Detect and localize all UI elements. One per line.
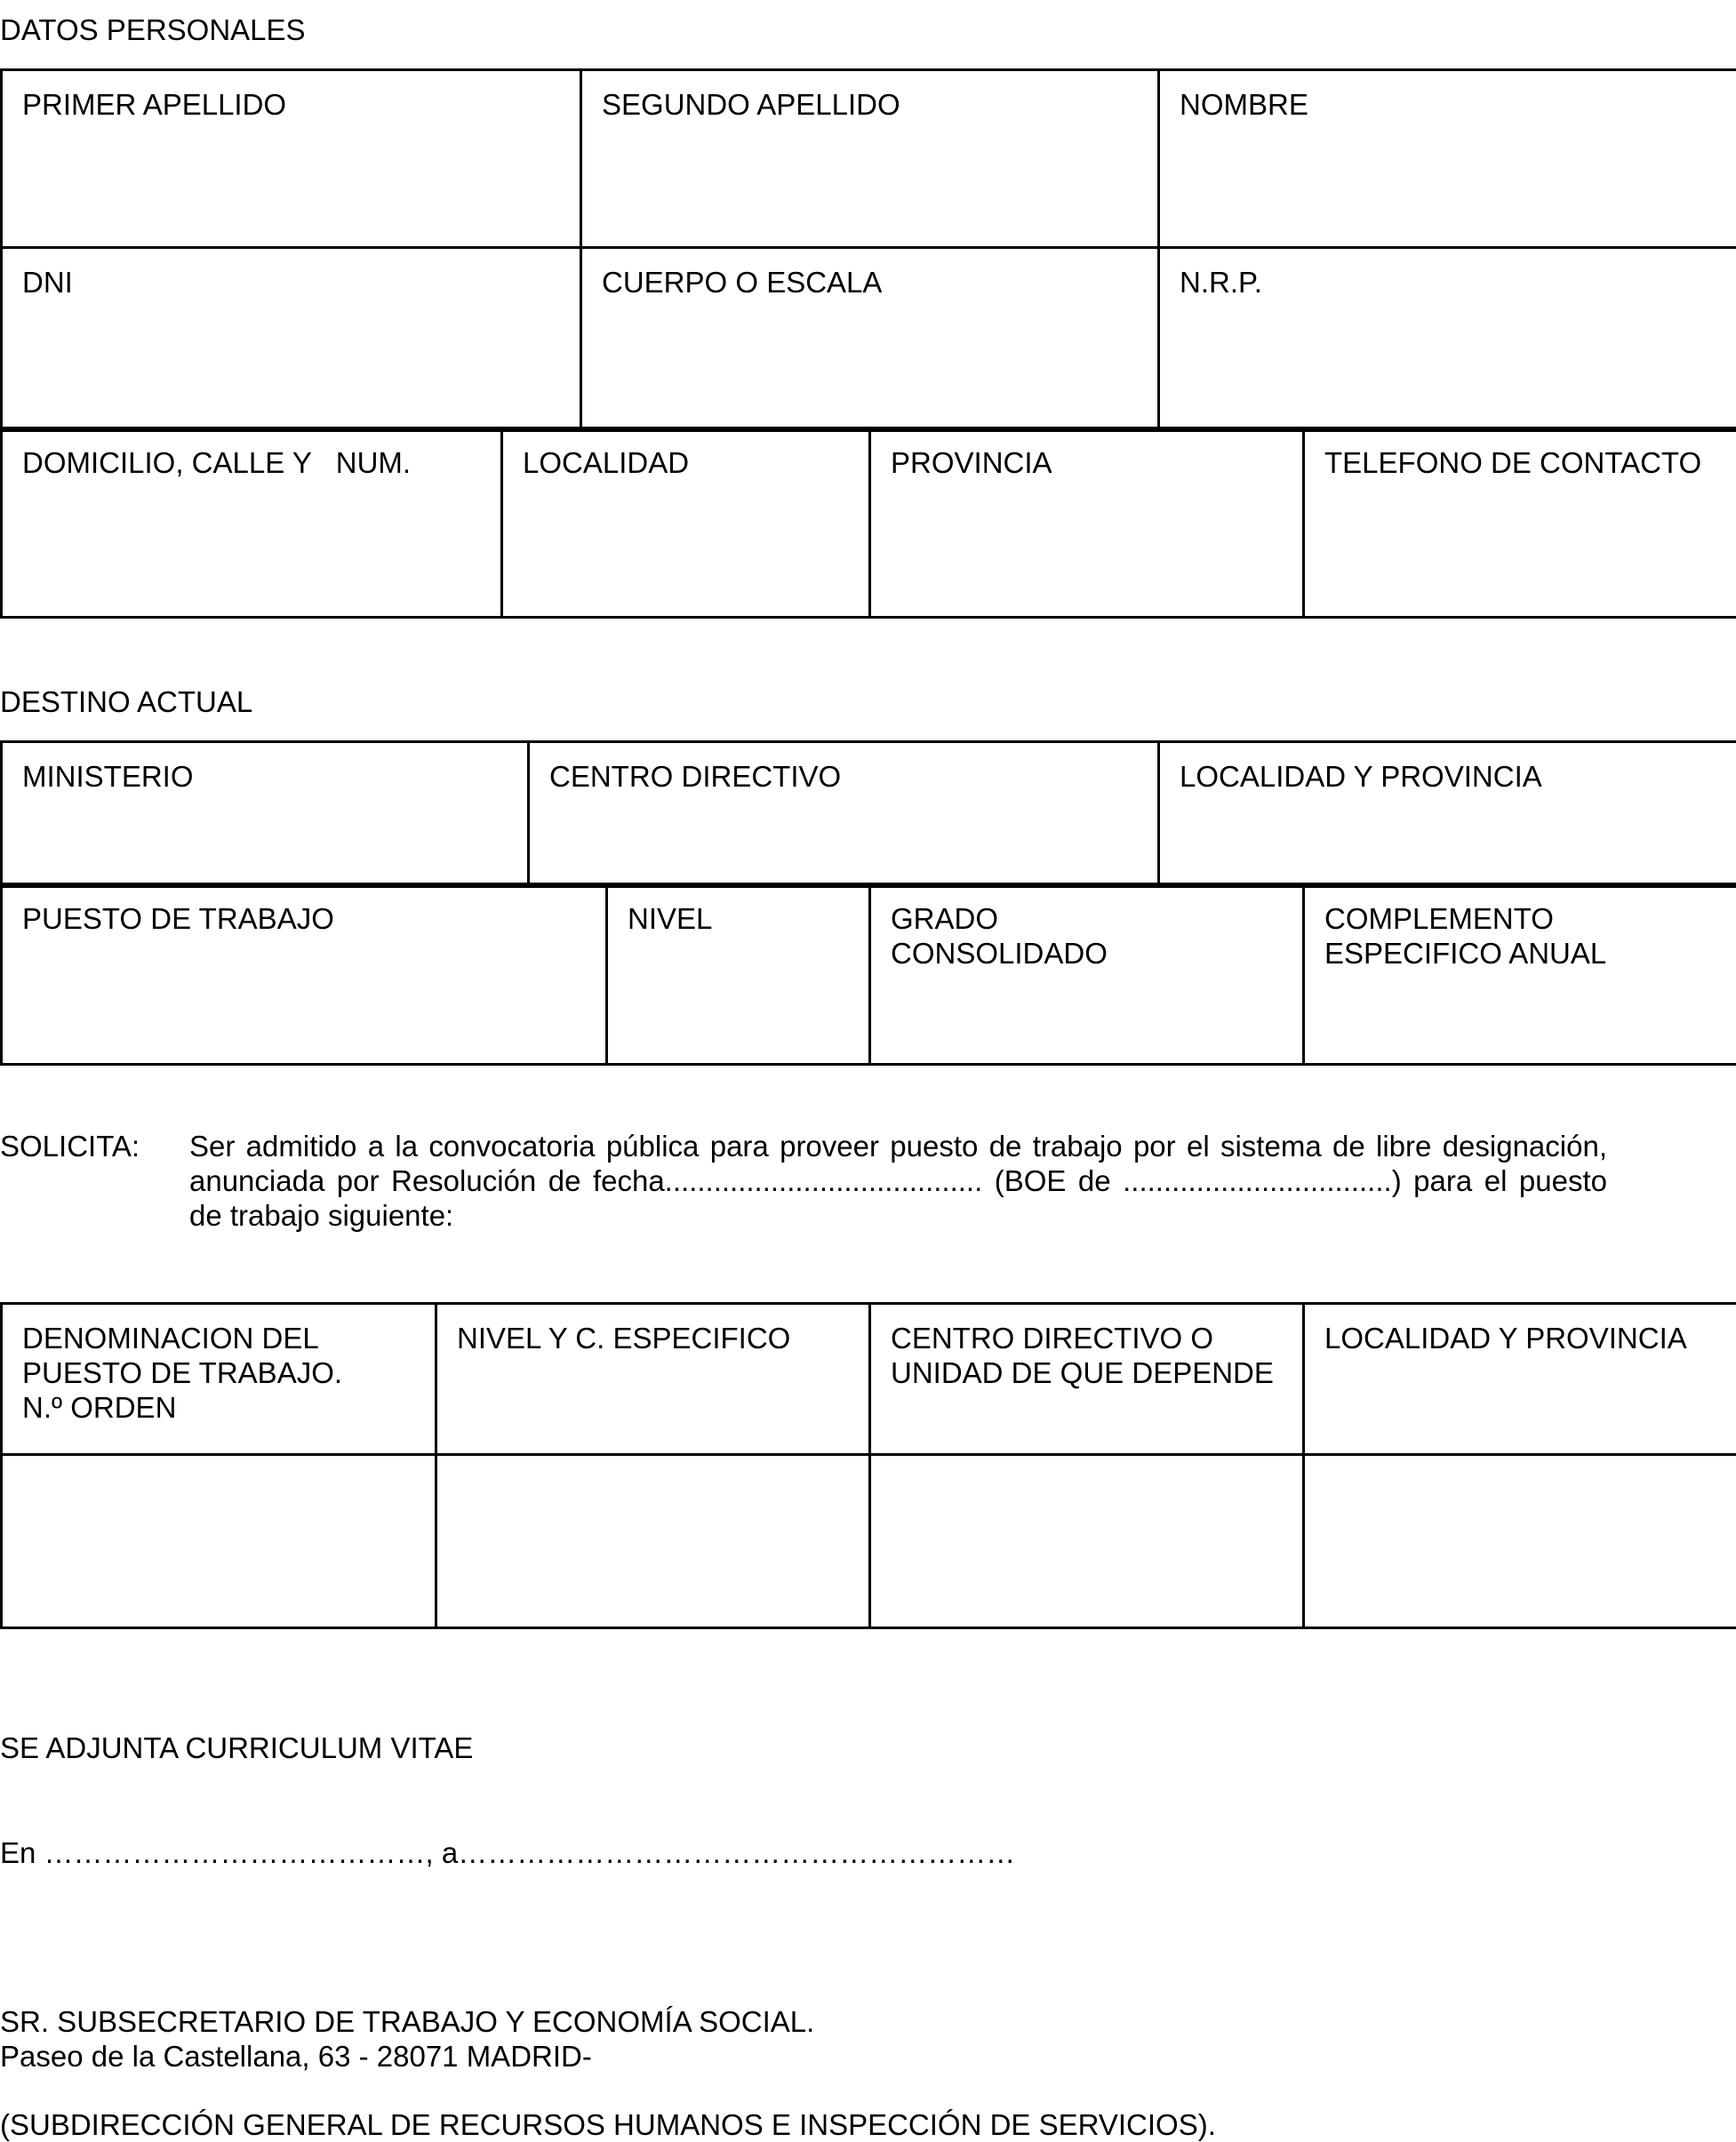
- destinatario-line2: Paseo de la Castellana, 63 - 28071 MADRID-: [0, 2039, 592, 2074]
- label-grado-1: GRADO: [891, 901, 1284, 936]
- field-primer-apellido[interactable]: [2, 70, 581, 248]
- personal-table-row1: [0, 68, 1736, 432]
- destino-table-row1: [0, 740, 1736, 888]
- field-segundo-apellido[interactable]: [581, 70, 1159, 248]
- label-nivel-especifico: NIVEL Y C. ESPECIFICO: [457, 1322, 790, 1355]
- field-localidad-provincia[interactable]: [1159, 742, 1736, 887]
- field-nrp[interactable]: [1159, 248, 1736, 431]
- header-localidad-provincia: [1304, 1304, 1736, 1455]
- section-title-personal: DATOS PERSONALES: [0, 12, 306, 47]
- label-cuerpo: CUERPO O ESCALA: [602, 266, 882, 299]
- field-domicilio[interactable]: [2, 428, 502, 618]
- input-nivel-especifico[interactable]: [436, 1455, 870, 1628]
- label-centro-unidad-2: UNIDAD DE QUE DEPENDE: [891, 1355, 1284, 1390]
- label-localidad: LOCALIDAD: [523, 446, 689, 479]
- curriculum-note: SE ADJUNTA CURRICULUM VITAE: [0, 1730, 473, 1765]
- field-puesto-trabajo[interactable]: [2, 884, 607, 1065]
- puesto-table: [0, 1302, 1736, 1629]
- header-denominacion: [2, 1304, 436, 1455]
- solicita-text: Ser admitido a la convocatoria pública para proveer puesto de trabajo por el sistema de libre designación, anunciada por Resolución de fecha....................................... (BOE de .................................) para el puesto de trabajo siguiente:: [189, 1129, 1607, 1233]
- label-centro-directivo: CENTRO DIRECTIVO: [549, 760, 841, 793]
- label-domicilio: DOMICILIO, CALLE Y NUM.: [22, 446, 411, 479]
- label-complemento-1: COMPLEMENTO: [1324, 901, 1718, 936]
- destinatario-line1: SR. SUBSECRETARIO DE TRABAJO Y ECONOMÍA SOCIAL.: [0, 2004, 814, 2039]
- field-ministerio[interactable]: [2, 742, 529, 887]
- input-localidad-provincia[interactable]: [1304, 1455, 1736, 1628]
- label-nombre: NOMBRE: [1180, 88, 1308, 121]
- label-provincia: PROVINCIA: [891, 446, 1052, 479]
- label-nivel: NIVEL: [628, 902, 712, 935]
- field-centro-directivo[interactable]: [529, 742, 1159, 887]
- label-complemento-2: ESPECIFICO ANUAL: [1324, 936, 1718, 971]
- field-nivel[interactable]: [607, 884, 870, 1065]
- field-nombre[interactable]: [1159, 70, 1736, 248]
- label-centro-unidad-1: CENTRO DIRECTIVO O: [891, 1321, 1284, 1355]
- label-dni: DNI: [22, 266, 73, 299]
- label-denominacion-3: N.º ORDEN: [22, 1390, 417, 1425]
- field-cuerpo[interactable]: [581, 248, 1159, 431]
- label-grado-2: CONSOLIDADO: [891, 936, 1284, 971]
- label-localidad-provincia: LOCALIDAD Y PROVINCIA: [1180, 760, 1542, 793]
- header-nivel-especifico: [436, 1304, 870, 1455]
- field-grado-consolidado[interactable]: [870, 884, 1304, 1065]
- section-title-destino: DESTINO ACTUAL: [0, 684, 252, 719]
- personal-table-row3: [0, 427, 1736, 619]
- label-nrp: N.R.P.: [1180, 266, 1262, 299]
- label-puesto-localidad: LOCALIDAD Y PROVINCIA: [1324, 1322, 1687, 1355]
- label-puesto-trabajo: PUESTO DE TRABAJO: [22, 902, 334, 935]
- label-segundo-apellido: SEGUNDO APELLIDO: [602, 88, 900, 121]
- label-denominacion-2: PUESTO DE TRABAJO.: [22, 1355, 417, 1390]
- destino-table-row2: [0, 883, 1736, 1066]
- input-centro-unidad[interactable]: [870, 1455, 1304, 1628]
- field-localidad[interactable]: [502, 428, 870, 618]
- label-ministerio: MINISTERIO: [22, 760, 194, 793]
- label-telefono: TELEFONO DE CONTACTO: [1324, 446, 1701, 479]
- field-telefono[interactable]: [1304, 428, 1736, 618]
- field-complemento[interactable]: [1304, 884, 1736, 1065]
- field-provincia[interactable]: [870, 428, 1304, 618]
- label-primer-apellido: PRIMER APELLIDO: [22, 88, 286, 121]
- lugar-fecha[interactable]: En …………………………………, a…………………………………………………: [0, 1835, 1015, 1870]
- field-dni[interactable]: [2, 248, 581, 431]
- solicita-label: SOLICITA:: [0, 1129, 140, 1163]
- header-centro-unidad: [870, 1304, 1304, 1455]
- input-denominacion[interactable]: [2, 1455, 436, 1628]
- destinatario-line3: (SUBDIRECCIÓN GENERAL DE RECURSOS HUMANOS E INSPECCIÓN DE SERVICIOS).: [0, 2107, 1216, 2142]
- label-denominacion-1: DENOMINACION DEL: [22, 1321, 417, 1355]
